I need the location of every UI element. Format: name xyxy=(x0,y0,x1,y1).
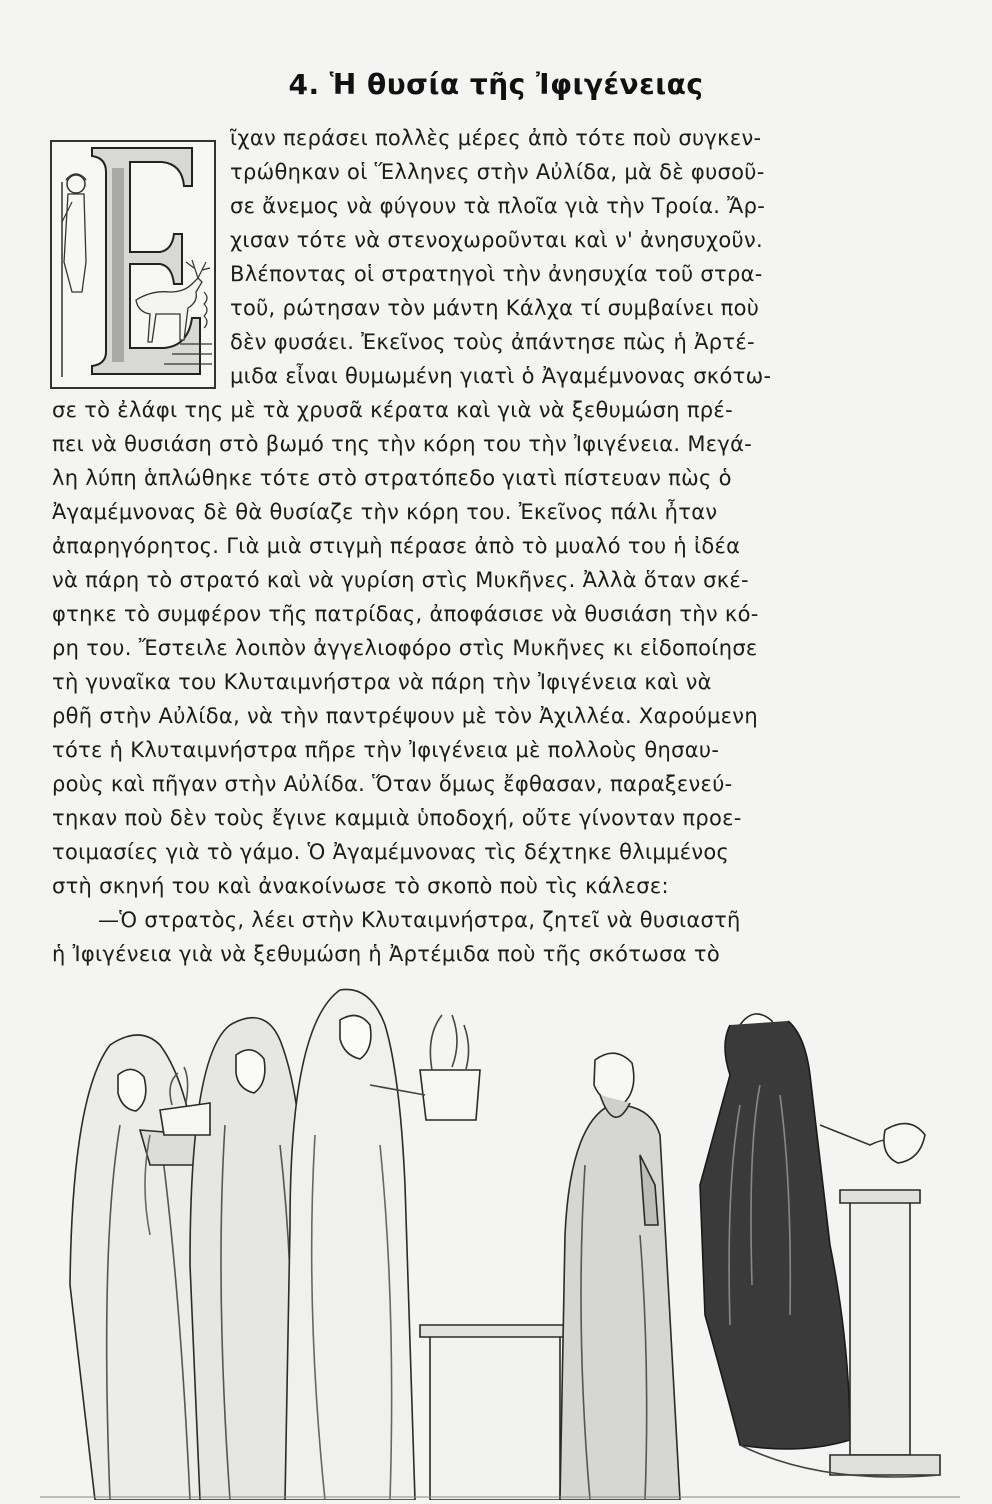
text-line: τὴ γυναῖκα του Κλυταιμνήστρα νὰ πάρη τὴν Ἰφιγένεια καὶ νὰ xyxy=(52,670,712,694)
illustration-drawing xyxy=(40,985,960,1500)
chapter-title-text: Ἡ θυσία τῆς Ἰφιγένειας xyxy=(329,68,704,101)
text-line: ἀπαρηγόρητος. Γιὰ μιὰ στιγμὴ πέρασε ἀπὸ τὸ μυαλό του ἡ ἰδέα xyxy=(52,534,741,558)
text-line: ροὺς καὶ πῆγαν στὴν Αὐλίδα. Ὅταν ὅμως ἔφθασαν, παραξενεύ- xyxy=(52,772,733,796)
text-line: τηκαν ποὺ δὲν τοὺς ἔγινε καμμιὰ ὑποδοχή, οὔτε γίνονταν προε- xyxy=(52,806,742,830)
chapter-number: 4. xyxy=(288,68,320,101)
text-line: σε ἄνεμος νὰ φύγουν τὰ πλοῖα γιὰ τὴν Τροία. Ἄρ- xyxy=(230,194,766,218)
text-line: στὴ σκηνή του καὶ ἀνακοίνωσε τὸ σκοπὸ ποὺ τὶς κάλεσε: xyxy=(52,874,669,898)
text-line: φτηκε τὸ συμφέρον τῆς πατρίδας, ἀποφάσισε νὰ θυσιάση τὴν κό- xyxy=(52,602,759,626)
decorated-initial-e xyxy=(50,140,216,389)
text-line: τοιμασίες γιὰ τὸ γάμο. Ὁ Ἀγαμέμνονας τὶς δέχτηκε θλιμμένος xyxy=(52,840,730,864)
text-line: χισαν τότε νὰ στενοχωροῦνται καὶ ν' ἀνησυχοῦν. xyxy=(230,228,763,252)
text-line: τρώθηκαν οἱ Ἕλληνες στὴν Αὐλίδα, μὰ δὲ φυσοῦ- xyxy=(230,160,765,184)
text-line: δὲν φυσάει. Ἐκεῖνος τοὺς ἀπάντησε πὼς ἡ Ἀρτέ- xyxy=(230,330,755,354)
initial-illustration xyxy=(52,142,214,387)
text-line: Ἀγαμέμνονας δὲ θὰ θυσίαζε τὴν κόρη του. Ἐκεῖνος πάλι ἦταν xyxy=(52,500,718,524)
text-line: ρη του. Ἔστειλε λοιπὸν ἀγγελιοφόρο στὶς Μυκῆνες κι εἰδοποίησε xyxy=(52,636,758,660)
chapter-title xyxy=(0,68,992,101)
text-line: τότε ἡ Κλυταιμνήστρα πῆρε τὴν Ἰφιγένεια μὲ πολλοὺς θησαυ- xyxy=(52,738,720,762)
text-line: λη λύπη ἁπλώθηκε τότε στὸ στρατόπεδο γιατὶ πίστευαν πὼς ὁ xyxy=(52,466,732,490)
text-line: τοῦ, ρώτησαν τὸν μάντη Κάλχα τί συμβαίνει ποὺ xyxy=(230,296,760,320)
text-line: —Ὁ στρατὸς, λέει στὴν Κλυταιμνήστρα, ζητεῖ νὰ θυσιαστῆ xyxy=(98,908,741,932)
text-line: ρθῆ στὴν Αὐλίδα, νὰ τὴν παντρέψουν μὲ τὸν Ἀχιλλέα. Χαρούμενη xyxy=(52,704,758,728)
text-line: σε τὸ ἐλάφι της μὲ τὰ χρυσᾶ κέρατα καὶ γιὰ νὰ ξεθυμώση πρέ- xyxy=(52,398,733,422)
text-line: πει νὰ θυσιάση στὸ βωμό της τὴν κόρη του τὴν Ἰφιγένεια. Μεγά- xyxy=(52,432,753,456)
text-line: νὰ πάρη τὸ στρατό καὶ νὰ γυρίση στὶς Μυκῆνες. Ἀλλὰ ὅταν σκέ- xyxy=(52,568,749,592)
text-line: ῖχαν περάσει πολλὲς μέρες ἀπὸ τότε ποὺ συγκεν- xyxy=(230,126,762,150)
text-line: Βλέποντας οἱ στρατηγοὶ τὴν ἀνησυχία τοῦ στρα- xyxy=(230,262,763,286)
text-line: μιδα εἶναι θυμωμένη γιατὶ ὁ Ἀγαμέμνονας σκότω- xyxy=(230,364,772,388)
text-line: ἡ Ἰφιγένεια γιὰ νὰ ξεθυμώση ἡ Ἀρτέμιδα ποὺ τῆς σκότωσα τὸ xyxy=(52,942,720,966)
sacrifice-illustration xyxy=(40,985,960,1500)
